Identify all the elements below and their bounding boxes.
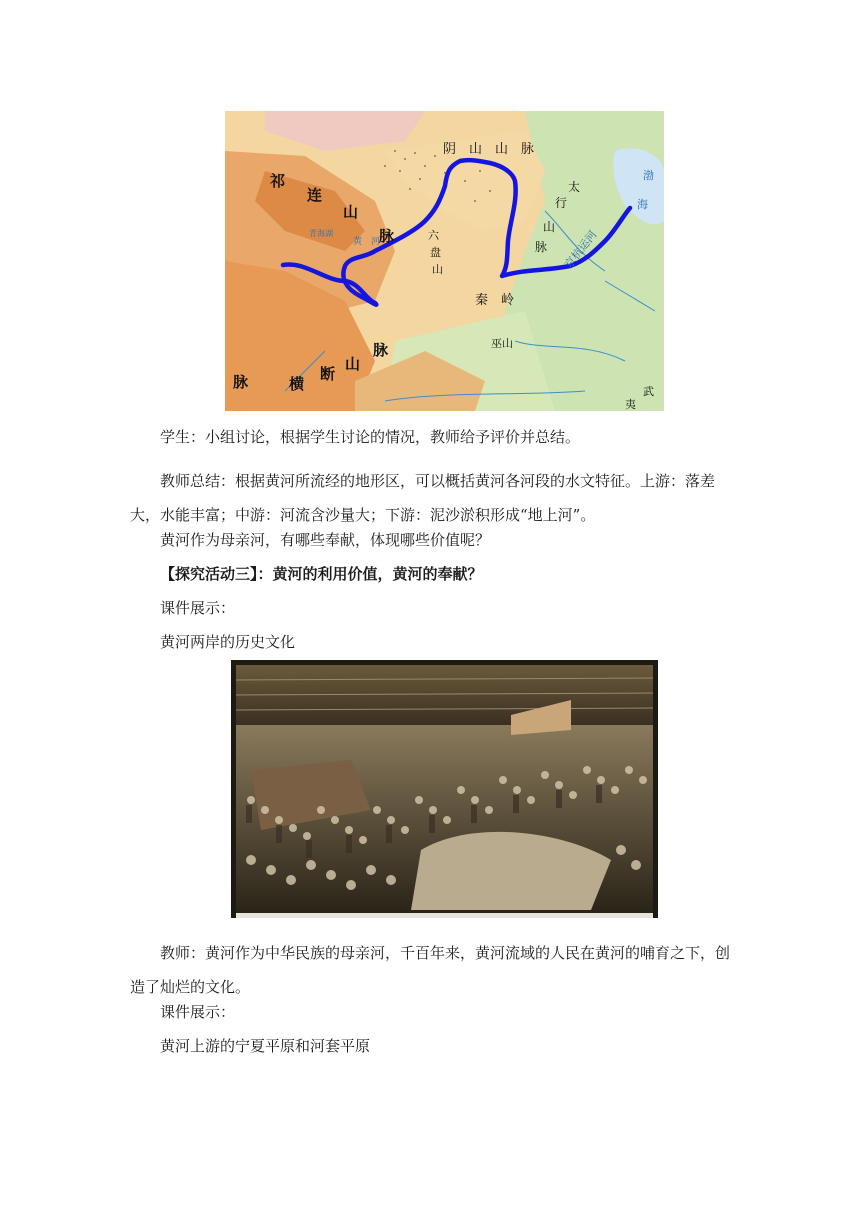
- map-label-hengduan-1: 脉: [233, 373, 249, 391]
- paragraph-6: 黄河两岸的历史文化: [160, 633, 296, 651]
- map-label-qilian-4: 脉: [379, 227, 395, 245]
- section-heading: 【探究活动三】：黄河的利用价值，黄河的奉献？: [160, 565, 483, 583]
- paragraph-2: 教师总结：根据黄河所流经的地形区，可以概括黄河各河段的水文特征。上游：落差大，水能丰富；中游：河流含沙量大；下游：泥沙淤积形成“地上河”。: [130, 472, 716, 524]
- photo-graphic: [231, 660, 658, 918]
- map-label-yunhe: 京杭运河: [562, 228, 600, 271]
- map-label-hengduan-4: 山: [345, 355, 361, 373]
- map-label-taihang-3: 山: [543, 220, 556, 234]
- map-graphic: [225, 111, 664, 411]
- map-label-qilian-1: 祁: [270, 172, 286, 190]
- map-label-hengduan-5: 脉: [373, 341, 389, 359]
- map-label-huanghe: 黄 河: [353, 237, 381, 247]
- terracotta-warriors-photo: [231, 660, 658, 918]
- map-label-qilian-2: 连: [307, 186, 323, 204]
- map-label-taihang-1: 太: [568, 180, 581, 194]
- map-label-liupan-3: 山: [432, 263, 443, 276]
- map-label-wuyi: 武: [643, 385, 654, 398]
- paragraph-9: 黄河上游的宁夏平原和河套平原: [160, 1037, 371, 1055]
- map-label-bohai-2: 海: [637, 198, 648, 211]
- map-label-qinling: 秦 岭: [475, 293, 515, 308]
- paragraph-7: 教师：黄河作为中华民族的母亲河，千百年来，黄河流域的人民在黄河的哺育之下，创造了灿烂的文化。: [130, 944, 731, 996]
- map-label-taihang-4: 脉: [535, 240, 548, 254]
- map-label-hengduan-3: 断: [320, 365, 336, 383]
- map-label-qilian-3: 山: [343, 203, 359, 221]
- paragraph-8: 课件展示：: [160, 1003, 236, 1021]
- map-label-liupan-1: 六: [428, 229, 439, 242]
- map-label-taihang-2: 行: [555, 196, 568, 210]
- map-label-hengduan-2: 横: [289, 375, 305, 393]
- paragraph-1: 学生：小组讨论，根据学生讨论的情况，教师给予评价并总结。: [160, 428, 581, 446]
- yellow-river-map: [225, 111, 664, 411]
- map-label-yinshan: 阴 山 山 脉: [443, 142, 535, 157]
- map-label-liupan-2: 盘: [430, 246, 441, 259]
- map-label-yi: 夷: [625, 398, 636, 411]
- map-label-bohai-1: 渤: [643, 169, 654, 182]
- paragraph-5: 课件展示：: [160, 599, 236, 617]
- paragraph-3: 黄河作为母亲河，有哪些奉献，体现哪些价值呢？: [160, 531, 491, 549]
- map-label-wushan: 巫山: [491, 337, 513, 350]
- map-label-qinghaihu: 青海湖: [309, 229, 333, 238]
